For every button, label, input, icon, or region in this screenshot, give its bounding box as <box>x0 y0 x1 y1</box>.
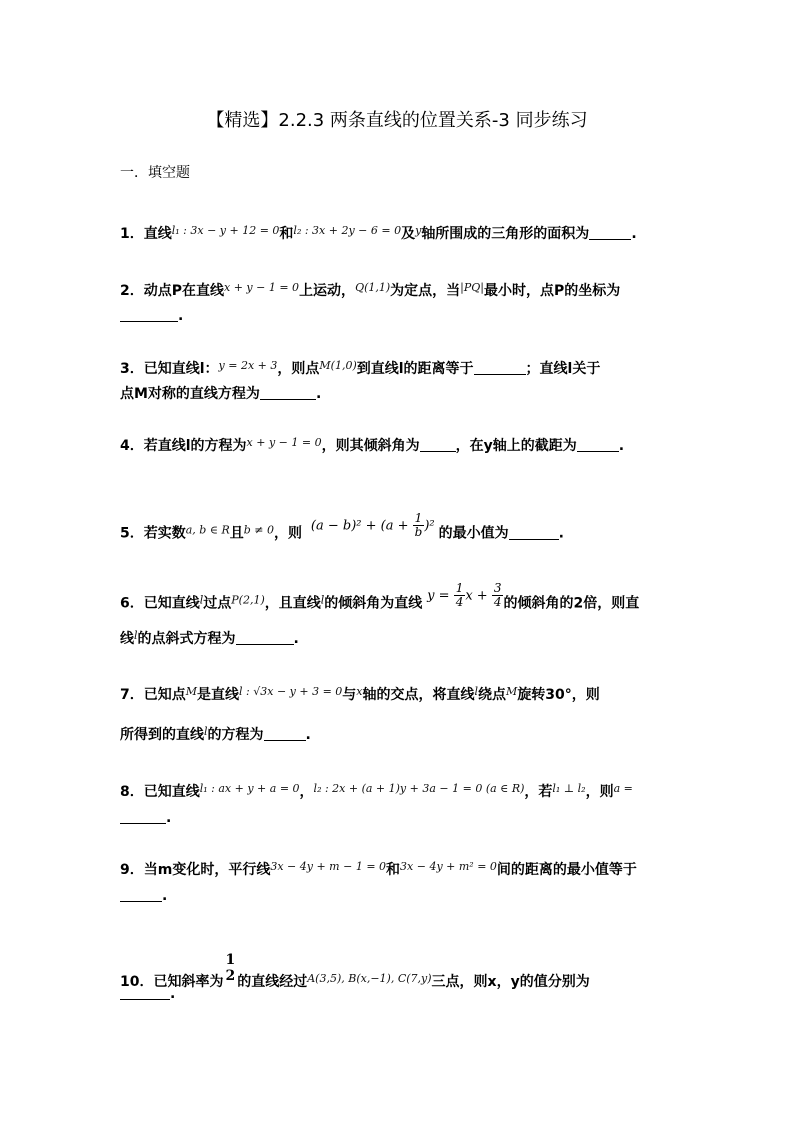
answer-blank <box>509 525 559 540</box>
page-title: 【精选】2.2.3 两条直线的位置关系-3 同步练习 <box>206 110 588 131</box>
question-1: 1．直线$^{l_1 : 3x - y + 12 = 0}$和$^{l_2 : 3x + 2y - 6 = 0}$及$^y$轴所围成的三角形的面积为 . <box>120 224 637 242</box>
answer-blank <box>474 360 526 375</box>
question-6-cont: 线$^l$的点斜式方程为 . <box>120 629 299 647</box>
question-2: 2．动点P在直线$^{x + y - 1 = 0}$上运动，$^{Q(1,1)}$为定点，当$^{|PQ|}$最小时，点P的坐标为 <box>120 281 621 299</box>
question-10-cont: . <box>120 984 680 1004</box>
question-3-cont: 点M对称的直线方程为 . <box>120 386 322 402</box>
answer-blank <box>260 385 316 400</box>
question-9: 9．当m变化时，平行线$^{3x - 4y + m - 1 = 0}$和$^{3x - 4y + m^2 = 0}$间的距离的最小值等于 <box>120 860 637 878</box>
question-5: 5．若实数$^{a, b \in R}$且$^{b \ne 0}$，则 (a − b)² + (a + $\frac{1}{b}$ )² 的最小值为 . <box>120 511 564 542</box>
question-6: 6．已知直线$^l$过点$^{P(2,1)}$，且直线$^l$的倾斜角为直线 y = $\frac{1}{4}$ x + $\frac{3}{4}$ 的倾斜角的2倍，则直 <box>120 581 640 612</box>
math-expression: (a − b)² + (a + $\frac{1}{b}$ )² <box>310 511 435 539</box>
question-2-cont: . <box>120 306 680 326</box>
fraction-one-half: 1 2 <box>225 952 236 984</box>
answer-blank <box>236 630 294 645</box>
answer-blank <box>120 985 170 1000</box>
question-8: 8．已知直线$^{l_1 : ax + y + a = 0}$，$^{l_2 : 2x + (a + 1)y + 3a - 1 = 0 (a \in R)}$，若$^{l_1 \perp l_2}$，则$^{a =}$ <box>120 782 633 800</box>
answer-blank <box>120 307 178 322</box>
answer-blank <box>420 437 456 452</box>
question-10: 10．已知斜率为 1 2 的直线经过$^{A(3,5), B(x,-1), C(7,y)}$三点，则x，y的值分别为 <box>120 952 590 990</box>
math-expression: y = $\frac{1}{4}$ x + $\frac{3}{4}$ <box>427 581 502 609</box>
math-l2: l₂ : 3x + 2y − 6 = 0 <box>293 224 402 237</box>
question-3: 3．已知直线l：$^{y = 2x + 3}$，则点$^{M(1,0)}$到直线l的距离等于 ；直线l关于 <box>120 359 601 377</box>
question-7-cont: 所得到的直线$^l$的方程为 . <box>120 725 311 743</box>
question-9-cont: . <box>120 886 680 906</box>
math-l1: l₁ : 3x − y + 12 = 0 <box>171 224 280 237</box>
answer-blank <box>120 809 166 824</box>
answer-blank <box>589 225 631 240</box>
question-8-cont: . <box>120 808 680 828</box>
answer-blank <box>264 726 306 741</box>
answer-blank <box>577 437 619 452</box>
answer-blank <box>120 887 162 902</box>
question-4: 4．若直线l的方程为$^{x + y - 1 = 0}$，则其倾斜角为 ，在y轴上的截距为 . <box>120 436 625 454</box>
section-heading: 一．填空题 <box>120 165 190 181</box>
question-7: 7．已知点$^M$是直线$^{l : √3x - y + 3 = 0}$与$^x$轴的交点，将直线$^l$绕点$^M$旋转30°，则 <box>120 685 600 703</box>
